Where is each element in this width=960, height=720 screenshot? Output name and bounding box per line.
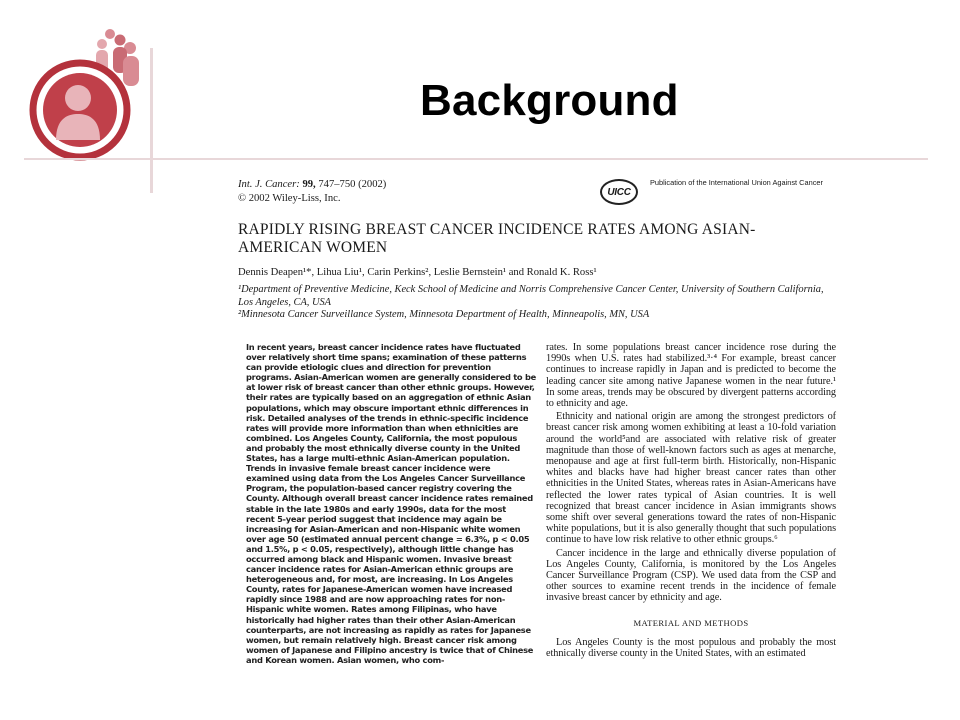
journal-volume: 99, [302,179,316,190]
body-paragraph: Cancer incidence in the large and ethnically diverse population of Los Angeles County, California, is monitored by the Los Angeles Cancer Surveillance Program (CSP). We used data from the CSP and other sources to examine recent trends in the incidence of female invasive breast cancer by ethnicity and age. [546,547,836,604]
affiliation-2: ²Minnesota Cancer Surveillance System, Minnesota Department of Health, Minneapolis, MN, USA [238,309,650,320]
slide-title: Background [420,76,679,125]
horizontal-divider [24,158,928,160]
affiliation-1: ¹Department of Preventive Medicine, Keck School of Medicine and Norris Comprehensive Cancer Center, University of Southern California, Los Angeles, CA, USA [238,284,824,308]
methods-paragraph: Los Angeles County is the most populous and probably the most ethnically diverse county in the United States, with an estimated [546,636,836,660]
copyright-line: © 2002 Wiley-Liss, Inc. [238,193,341,204]
journal-citation [238,178,386,192]
body-paragraph: Ethnicity and national origin are among the strongest predictors of breast cancer risk among women exhibiting at least a 10-fold variation around the world⁵and are associated with relative risk of greater magnitude than those of well-known factors such as ages at menarche, menopause and age at first full-term birth. Historically, non-Hispanic whites and blacks have had higher breast cancer rates than other ethnicities in the United States, whereas rates in Asian-Americans have reflected the lower rates typical of Asian countries. It is well recognized that breast cancer incidence in Asian immigrants shows some shift over several generations toward the rates of non-Hispanic white populations, but it is also generally thought that such populations continue to have low risk relative to other ethnic groups.⁶ [546,411,836,546]
paper-excerpt [238,172,838,686]
journal-pages: 747–750 (2002) [318,179,387,190]
section-heading: MATERIAL AND METHODS [633,617,749,628]
uicc-logo-text: UICC [607,186,631,198]
vertical-divider [150,48,153,193]
body-column [546,342,836,661]
body-paragraph: rates. In some populations breast cancer incidence rose during the 1990s when U.S. rates had stabilized.³·⁴ For example, breast cancer continues to increase rapidly in Japan and is predicted to become the leading cancer site among native Japanese women in the near future.¹ In some areas, trends may be obscured by divergent patterns according to ethnicity and age. [546,342,836,410]
organization-logo [20,20,155,170]
abstract-text: In recent years, breast cancer incidence rates have fluctuated over relatively short time spans; examination of these patterns can provide etiologic clues and direction for prevention programs. Asian-American women are generally considered to be at lower risk of breast cancer than other ethnic groups. However, their rates are typically based on an aggregation of ethnic Asian populations, which may obscure important ethnic differences in risk. Detailed analyses of the trends in ethnic-specific incidence rates will provide more information than when ethnicities are combined. Los Angeles County, California, the most populous and probably the most ethnically diverse county in the United States, has a large multi-ethnic Asian-American population. Trends in invasive female breast cancer incidence were examined using data from the Los Angeles Cancer Surveillance Program, the population-based cancer registry covering the County. Although overall breast cancer incidence rates remained stable in the late 1980s and early 1990s, data for the most recent 5-year period suggest that incidence may again be increasing for Asian-American and non-Hispanic white women over age 50 (estimated annual percent change = 6.3%, p < 0.05 and 1.5%, p < 0.05, respectively), although little change has occurred among black and Hispanic women. Invasive breast cancer incidence rates for Asian-American ethnic groups are heterogeneous and, for most, are increasing. In Los Angeles County, rates for Japanese-American women have increased rapidly since 1988 and are now approaching rates for non-Hispanic white women. Rates among Filipinas, who have historically had higher rates than their other Asian-American counterparts, are not increasing as rapidly as rates for Japanese women, but remain relatively high. Breast cancer risk among women of Japanese and Filipino ancestry is twice that of Chinese and Korean women. Asian women, who com- [246,342,536,665]
publication-note: Publication of the International Union Against Cancer [650,178,823,187]
people-icon [33,29,139,157]
affiliations [238,284,838,322]
article-title: RAPIDLY RISING BREAST CANCER INCIDENCE RATES AMONG ASIAN-AMERICAN WOMEN [238,221,756,256]
uicc-logo [600,179,638,205]
author-list: Dennis Deapen¹*, Lihua Liu¹, Carin Perkins², Leslie Bernstein¹ and Ronald K. Ross¹ [238,267,597,278]
journal-name: Int. J. Cancer: [238,179,300,190]
